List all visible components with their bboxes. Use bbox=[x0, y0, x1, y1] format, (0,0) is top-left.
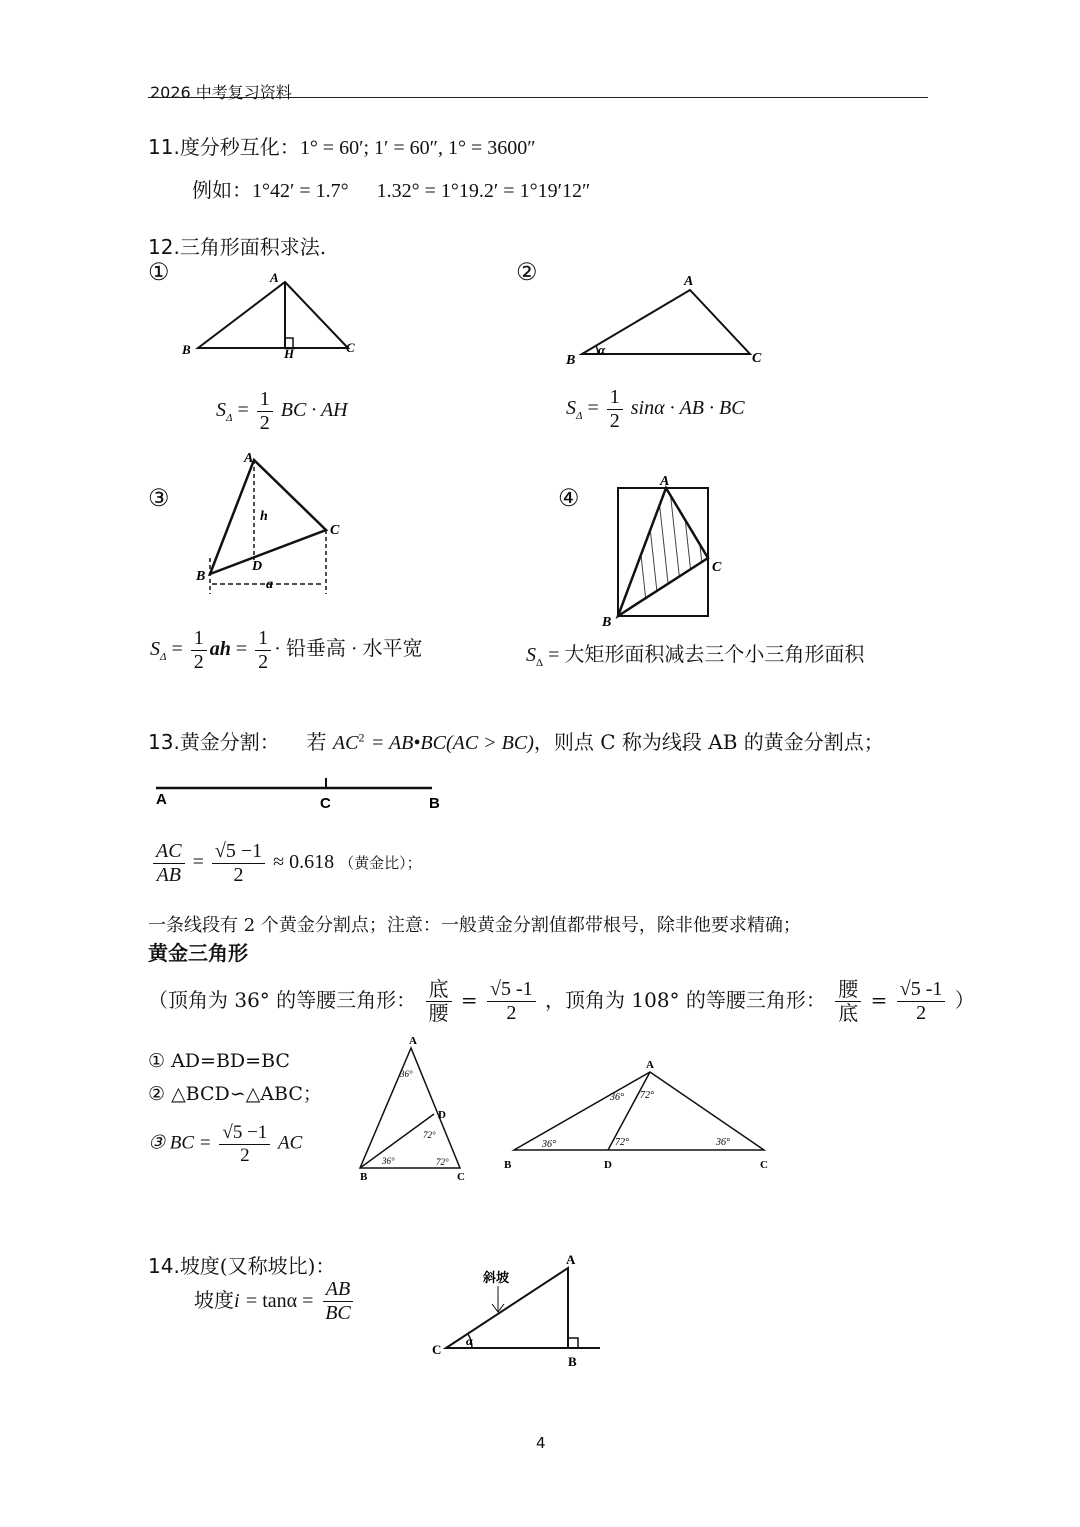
sec13-cond-mid: = AB•BC(AC > BC) bbox=[370, 732, 534, 754]
sec13-cond-post: ，则点 C 称为线段 AB 的黄金分割点； bbox=[533, 730, 884, 754]
sec13-title: 黄金分割： bbox=[179, 730, 280, 754]
header-title: 2026 中考复习资料 bbox=[150, 83, 292, 102]
figure-1-triangle bbox=[170, 268, 370, 368]
f2-S: S bbox=[566, 397, 576, 420]
header-rule bbox=[148, 97, 928, 98]
golden-triangle-108 bbox=[500, 1056, 780, 1174]
sec11-text: 度分秒互化： bbox=[179, 135, 300, 159]
gt-item3-den: 2 bbox=[240, 1144, 250, 1166]
f1-num: 1 bbox=[257, 388, 273, 412]
sec14-label: 14. bbox=[148, 1254, 180, 1278]
f3-eq2: = bbox=[235, 638, 248, 661]
sec11-ex-label: 例如： bbox=[192, 178, 252, 202]
f2-sub: Δ bbox=[576, 410, 583, 423]
f3-num1: 1 bbox=[191, 627, 207, 651]
golden-segment-diagram bbox=[150, 772, 450, 814]
sec14-f-num: AB bbox=[323, 1278, 353, 1302]
sec13-label: 13. bbox=[148, 730, 180, 754]
gt-item1: ① AD=BD=BC bbox=[148, 1050, 290, 1072]
ratio-approx: ≈ 0.618 bbox=[273, 851, 335, 874]
formula-3 bbox=[150, 627, 422, 674]
slope-label-A: A bbox=[566, 1252, 576, 1267]
gt-f2-num: √5 -1 bbox=[487, 978, 536, 1002]
gt-eq2: = bbox=[870, 988, 888, 1012]
fig3-label-C: C bbox=[330, 523, 340, 538]
sec12-heading bbox=[148, 231, 326, 260]
f3-S: S bbox=[150, 638, 160, 661]
sec14-f-den: BC bbox=[325, 1302, 351, 1324]
f4-sub: Δ bbox=[536, 657, 544, 669]
f1-eq: = bbox=[237, 399, 249, 422]
f2-eq: = bbox=[587, 397, 599, 420]
tri2-angle-a5: 36° bbox=[716, 1137, 730, 1148]
f3-sub: Δ bbox=[160, 651, 167, 664]
tri1-angle-a2: 72° bbox=[423, 1130, 436, 1140]
formula-1 bbox=[216, 388, 348, 435]
gt-item3 bbox=[148, 1122, 302, 1167]
tri1-label-D: D bbox=[438, 1109, 446, 1121]
f2-rest: sinα · AB · BC bbox=[630, 397, 745, 420]
gt-f4-den: 2 bbox=[916, 1002, 927, 1024]
gt-f3-num: 腰 bbox=[835, 978, 861, 1002]
gt-f1-num: 底 bbox=[426, 978, 452, 1002]
sec11-heading bbox=[148, 131, 536, 160]
page-number: 4 bbox=[536, 1434, 546, 1452]
sec14-f-pre: 坡度 bbox=[194, 1288, 234, 1312]
fig4-triangle-shape bbox=[618, 488, 708, 616]
fig4-number: ④ bbox=[558, 484, 580, 512]
golden-triangle-def bbox=[148, 978, 975, 1025]
fig3-label-A: A bbox=[244, 451, 254, 466]
sec13-cond-sq: 2 bbox=[358, 730, 365, 745]
tri2-label-C: C bbox=[760, 1159, 768, 1171]
fig3-label-B: B bbox=[196, 569, 206, 584]
figure-2-triangle bbox=[560, 270, 780, 370]
ratio-num: AC bbox=[153, 840, 185, 864]
sec11-ex2: 1.32° = 1°19.2′ = 1°19′12″ bbox=[376, 180, 591, 202]
tri1-angle-a4: 72° bbox=[436, 1157, 449, 1167]
gt-f4-num: √5 -1 bbox=[897, 978, 946, 1002]
tri2-label-D: D bbox=[604, 1159, 612, 1171]
f3-rest: · 铅垂高 · 水平宽 bbox=[274, 638, 423, 661]
segment-label-B: B bbox=[429, 795, 440, 812]
gt-f1-den: 腰 bbox=[428, 1001, 449, 1025]
gt-p1: （顶角为 36° 的等腰三角形： bbox=[148, 988, 417, 1012]
figure-4-rectangle-triangle bbox=[594, 470, 734, 630]
fig2-label-C: C bbox=[752, 351, 762, 366]
sec11-ex1: 1°42′ = 1.7° bbox=[252, 180, 349, 202]
fig2-label-alpha: α bbox=[598, 342, 606, 357]
tri1-label-C: C bbox=[457, 1171, 465, 1183]
fig2-number: ② bbox=[516, 258, 538, 286]
gt-item3-num: √5 −1 bbox=[219, 1122, 270, 1145]
slope-label-C: C bbox=[432, 1342, 442, 1357]
sec11-example bbox=[192, 174, 590, 203]
tri2-angle-a3: 36° bbox=[542, 1139, 556, 1150]
segment-label-A: A bbox=[156, 791, 167, 808]
ratio-rnum: √5 −1 bbox=[212, 840, 265, 864]
ratio-eq: = bbox=[192, 851, 204, 874]
fig3-label-h: h bbox=[260, 509, 268, 524]
tri2-label-B: B bbox=[504, 1159, 512, 1171]
fig2-triangle-shape bbox=[582, 290, 750, 354]
fig3-number: ③ bbox=[148, 484, 170, 512]
fig1-triangle-shape bbox=[198, 282, 348, 348]
golden-triangle-36 bbox=[350, 1034, 480, 1184]
tri2-label-A: A bbox=[646, 1059, 654, 1071]
gt-eq1: = bbox=[460, 988, 478, 1012]
sec14-formula bbox=[194, 1278, 356, 1325]
figure-3-triangle bbox=[190, 446, 360, 606]
slope-right-angle bbox=[568, 1338, 578, 1348]
fig1-label-H: H bbox=[284, 346, 295, 361]
fig3-label-a: a bbox=[266, 577, 273, 592]
slope-label-alpha: α bbox=[466, 1334, 473, 1348]
sec14-heading bbox=[148, 1250, 335, 1279]
f4-rest: = 大矩形面积减去三个小三角形面积 bbox=[548, 644, 865, 666]
golden-ratio-formula bbox=[150, 840, 422, 887]
tri2-angle-a1: 36° bbox=[610, 1092, 624, 1103]
f1-rest: BC · AH bbox=[280, 399, 348, 422]
fig1-label-A: A bbox=[270, 270, 279, 285]
tri2-angle-a2: 72° bbox=[640, 1090, 654, 1101]
sec14-f-i: i bbox=[234, 1290, 240, 1312]
ratio-note: （黄金比）； bbox=[339, 856, 422, 873]
tri1-shape bbox=[360, 1048, 460, 1168]
sec14-f-mid: = tanα = bbox=[245, 1290, 314, 1312]
tri1-angle-a3: 36° bbox=[382, 1156, 395, 1166]
segment-label-C: C bbox=[320, 795, 331, 812]
slope-label-text: 斜坡 bbox=[483, 1271, 510, 1286]
sec12-label: 12. bbox=[148, 235, 180, 259]
sec13-heading bbox=[148, 726, 884, 755]
f3-den1: 2 bbox=[193, 651, 204, 673]
f3-ah: ah bbox=[209, 638, 231, 661]
tri1-label-A: A bbox=[409, 1035, 417, 1047]
f2-den: 2 bbox=[609, 410, 620, 432]
gt-item3-pre: ③ BC = bbox=[148, 1132, 212, 1154]
sec13-cond-AC: AC bbox=[332, 732, 359, 754]
fig2-label-B: B bbox=[566, 353, 576, 368]
f4-S: S bbox=[526, 644, 536, 666]
gt-item3-post: AC bbox=[278, 1132, 303, 1154]
slope-figure bbox=[428, 1252, 618, 1372]
tri2-angle-a4: 72° bbox=[615, 1137, 629, 1148]
tri1-angle-a1: 36° bbox=[400, 1069, 413, 1079]
fig2-label-A: A bbox=[684, 274, 694, 289]
golden-triangle-title: 黄金三角形 bbox=[148, 941, 248, 965]
sec11-label: 11. bbox=[148, 135, 180, 159]
ratio-rden: 2 bbox=[233, 864, 244, 886]
tri1-label-B: B bbox=[360, 1171, 368, 1183]
fig1-number: ① bbox=[148, 258, 170, 286]
f1-sub: Δ bbox=[226, 412, 233, 425]
f1-S: S bbox=[216, 399, 226, 422]
golden-note: 一条线段有 2 个黄金分割点；注意：一般黄金分割值都带根号，除非他要求精确； bbox=[148, 915, 801, 936]
fig3-triangle-shape bbox=[210, 460, 326, 574]
f3-num2: 1 bbox=[255, 627, 271, 651]
fig4-rectangle bbox=[618, 488, 708, 616]
f1-den: 2 bbox=[259, 412, 270, 434]
formula-2 bbox=[566, 386, 745, 433]
fig4-label-A: A bbox=[660, 474, 670, 489]
sec13-cond-pre: 若 bbox=[306, 730, 327, 754]
f3-eq1: = bbox=[171, 638, 183, 661]
gt-item2: ② △BCD∽△ABC； bbox=[148, 1083, 322, 1105]
ratio-den: AB bbox=[156, 864, 181, 886]
formula-4 bbox=[526, 638, 864, 669]
gt-p2: ，顶角为 108° 的等腰三角形： bbox=[545, 988, 826, 1012]
gt-p3: ） bbox=[954, 988, 975, 1012]
sec11-formula: 1° = 60′; 1′ = 60″, 1° = 3600″ bbox=[299, 137, 536, 159]
fig4-label-C: C bbox=[712, 560, 722, 575]
f2-num: 1 bbox=[607, 386, 623, 410]
fig4-label-B: B bbox=[602, 615, 612, 630]
sec14-text: 坡度(又称坡比)： bbox=[179, 1254, 336, 1278]
slope-label-B: B bbox=[568, 1354, 577, 1369]
sec12-text: 三角形面积求法. bbox=[179, 235, 327, 259]
f3-den2: 2 bbox=[258, 651, 269, 673]
fig3-label-D: D bbox=[252, 559, 263, 574]
fig1-label-C: C bbox=[346, 340, 355, 355]
fig1-label-B: B bbox=[182, 342, 191, 357]
gt-f2-den: 2 bbox=[506, 1002, 517, 1024]
gt-f3-den: 底 bbox=[838, 1001, 859, 1025]
